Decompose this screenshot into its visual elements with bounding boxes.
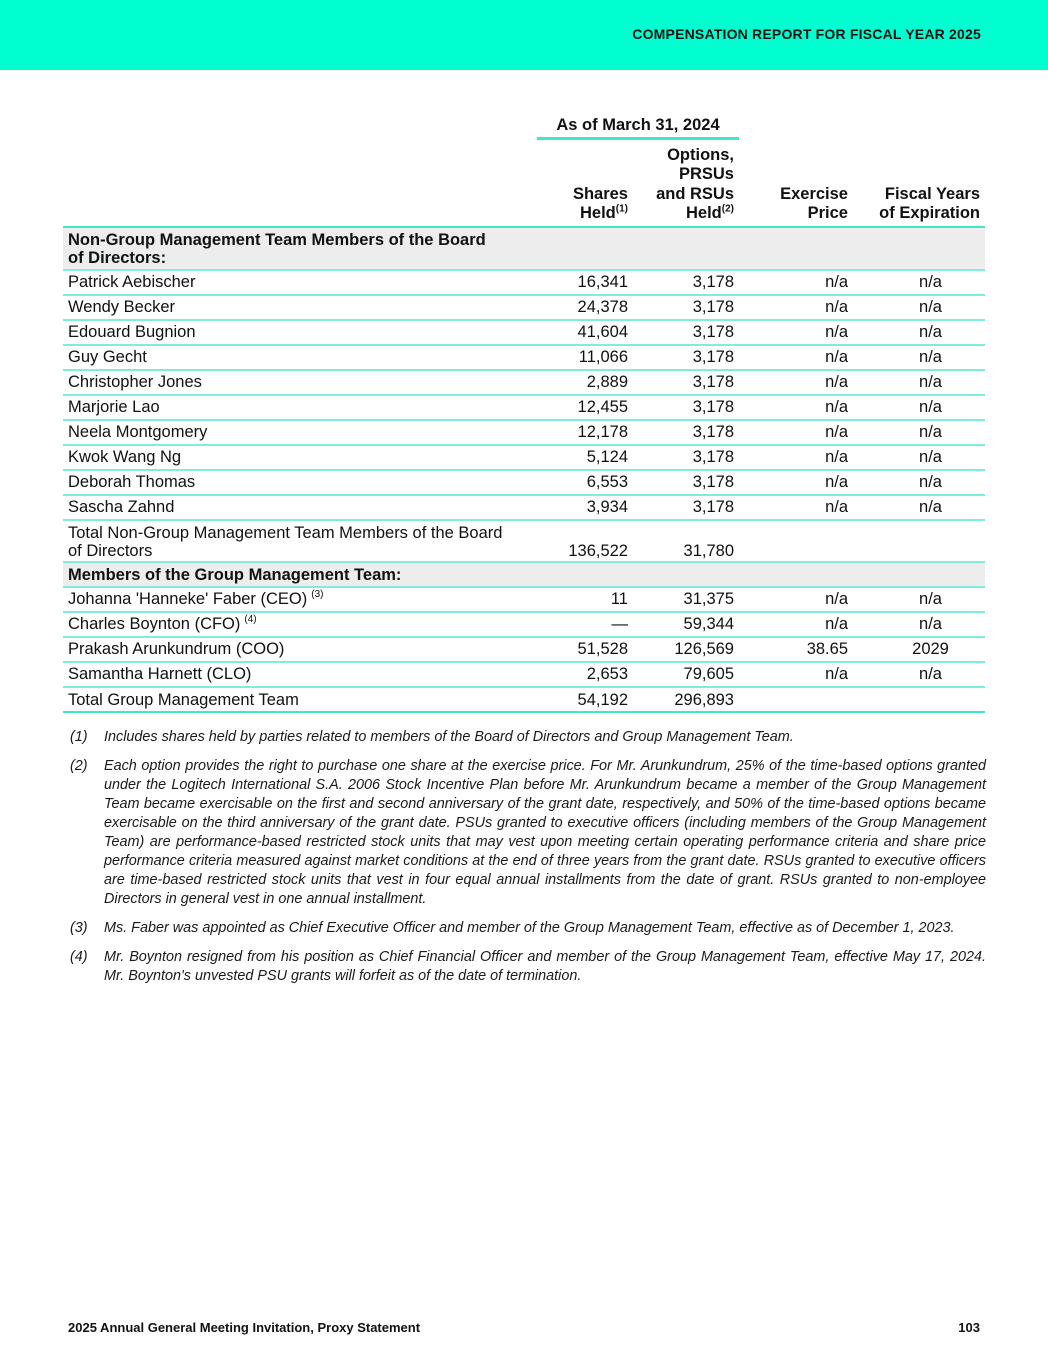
member-name: Samantha Harnett (CLO) bbox=[63, 662, 537, 687]
exercise-price: n/a bbox=[739, 295, 853, 320]
report-title: COMPENSATION REPORT FOR FISCAL YEAR 2025 bbox=[632, 26, 981, 42]
exercise-price: 38.65 bbox=[739, 637, 853, 662]
group-header-row bbox=[63, 112, 985, 138]
options-held: 3,178 bbox=[633, 420, 739, 445]
director-name: Kwok Wang Ng bbox=[63, 445, 537, 470]
table-row bbox=[63, 295, 985, 320]
page-number: 103 bbox=[958, 1320, 980, 1335]
director-name: Guy Gecht bbox=[63, 345, 537, 370]
table-row bbox=[63, 612, 985, 637]
shares-held: 16,341 bbox=[537, 270, 633, 295]
director-name: Deborah Thomas bbox=[63, 470, 537, 495]
exercise-price: n/a bbox=[739, 495, 853, 520]
director-name: Sascha Zahnd bbox=[63, 495, 537, 520]
footnote bbox=[70, 728, 986, 747]
director-name: Patrick Aebischer bbox=[63, 270, 537, 295]
options-held: 3,178 bbox=[633, 345, 739, 370]
table-row bbox=[63, 270, 985, 295]
shares-held: 51,528 bbox=[537, 637, 633, 662]
footnote-text: Includes shares held by parties related to members of the Board of Directors and Group Management Team. bbox=[104, 729, 794, 745]
fiscal-years-expiration-header: Fiscal Years of Expiration bbox=[853, 138, 985, 227]
exercise-price: n/a bbox=[739, 612, 853, 637]
expiration-year: n/a bbox=[853, 662, 985, 687]
expiration-year: n/a bbox=[853, 420, 985, 445]
shares-held: 12,178 bbox=[537, 420, 633, 445]
options-held: 3,178 bbox=[633, 295, 739, 320]
options-held-header: Options, PRSUs and RSUs Held$^{(2)}$ bbox=[633, 138, 739, 227]
footnote-ref: (3) bbox=[311, 589, 324, 600]
options-held: 3,178 bbox=[633, 445, 739, 470]
options-held: 3,178 bbox=[633, 370, 739, 395]
footnote-number: (3) bbox=[70, 920, 88, 936]
footnote bbox=[70, 919, 986, 938]
expiration-year: 2029 bbox=[853, 637, 985, 662]
shares-held: 2,653 bbox=[537, 662, 633, 687]
footnote-text: Ms. Faber was appointed as Chief Executive Officer and member of the Group Management Team, effective as of December 1, 2023. bbox=[104, 920, 955, 936]
footnote-ref: (2) bbox=[721, 203, 734, 215]
holdings-table bbox=[63, 112, 985, 713]
expiration-year: n/a bbox=[853, 445, 985, 470]
shares-held: — bbox=[537, 612, 633, 637]
shares-held: 11,066 bbox=[537, 345, 633, 370]
shares-held: 5,124 bbox=[537, 445, 633, 470]
director-name: Christopher Jones bbox=[63, 370, 537, 395]
options-held: 3,178 bbox=[633, 320, 739, 345]
total-shares-held: 54,192 bbox=[537, 687, 633, 712]
expiration-year: n/a bbox=[853, 345, 985, 370]
shares-held: 41,604 bbox=[537, 320, 633, 345]
table-row bbox=[63, 662, 985, 687]
director-name: Wendy Becker bbox=[63, 295, 537, 320]
footnote-number: (1) bbox=[70, 729, 88, 745]
table-row bbox=[63, 470, 985, 495]
exercise-price: n/a bbox=[739, 370, 853, 395]
exercise-price: n/a bbox=[739, 587, 853, 612]
options-held: 126,569 bbox=[633, 637, 739, 662]
exercise-price: n/a bbox=[739, 420, 853, 445]
table-row bbox=[63, 345, 985, 370]
member-name: Prakash Arunkundrum (COO) bbox=[63, 637, 537, 662]
footnote-number: (2) bbox=[70, 758, 88, 774]
expiration-year: n/a bbox=[853, 320, 985, 345]
exercise-price: n/a bbox=[739, 662, 853, 687]
expiration-year: n/a bbox=[853, 612, 985, 637]
exercise-price: n/a bbox=[739, 320, 853, 345]
director-name: Edouard Bugnion bbox=[63, 320, 537, 345]
total-label: Total Non-Group Management Team Members of the Board of Directors bbox=[63, 520, 537, 562]
expiration-year: n/a bbox=[853, 270, 985, 295]
shares-held: 11 bbox=[537, 587, 633, 612]
footnote-text: Mr. Boynton resigned from his position as Chief Financial Officer and member of the Group Management Team, effective May 17, 2024. Mr. Boynton's unvested PSU grants will forfeit as of the date of termination. bbox=[104, 949, 986, 984]
expiration-year: n/a bbox=[853, 470, 985, 495]
director-name: Marjorie Lao bbox=[63, 395, 537, 420]
as-of-date-header: As of March 31, 2024 bbox=[537, 112, 739, 138]
footnote bbox=[70, 757, 986, 909]
director-name: Neela Montgomery bbox=[63, 420, 537, 445]
options-held: 3,178 bbox=[633, 470, 739, 495]
exercise-price: n/a bbox=[739, 395, 853, 420]
footnote bbox=[70, 948, 986, 986]
expiration-year: n/a bbox=[853, 587, 985, 612]
table-row bbox=[63, 420, 985, 445]
expiration-year: n/a bbox=[853, 395, 985, 420]
exercise-price: n/a bbox=[739, 470, 853, 495]
member-name: Johanna 'Hanneke' Faber (CEO) $^{(3)}$ bbox=[63, 587, 537, 612]
expiration-year: n/a bbox=[853, 370, 985, 395]
expiration-year: n/a bbox=[853, 295, 985, 320]
total-options-held: 31,780 bbox=[633, 520, 739, 562]
exercise-price-header: Exercise Price bbox=[739, 138, 853, 227]
holdings-table-container bbox=[63, 112, 985, 713]
options-held: 79,605 bbox=[633, 662, 739, 687]
header-band bbox=[0, 0, 1048, 70]
member-name: Charles Boynton (CFO) $^{(4)}$ bbox=[63, 612, 537, 637]
shares-held: 12,455 bbox=[537, 395, 633, 420]
total-options-held: 296,893 bbox=[633, 687, 739, 712]
total-shares-held: 136,522 bbox=[537, 520, 633, 562]
exercise-price: n/a bbox=[739, 270, 853, 295]
footnote-ref: (4) bbox=[244, 614, 257, 625]
footnote-text: Each option provides the right to purchase one share at the exercise price. For Mr. Arunkundrum, 25% of the time-based options granted under the Logitech International S.A. 2006 Stock Incentive Plan before Mr. Arunkundrum became a member of the Group Management Team became exercisable on the first and second anniversary of the grant date, respectively, and 50% of the time-based options became exercisable on the third anniversary of the grant date. PSUs granted to executive officers (including members of the Group Management Team) are performance-based restricted stock units that may vest upon meeting certain operating performance criteria and share price performance criteria measured against market conditions at the end of three years from the grant date. RSUs granted to executive officers are time-based restricted stock units that vest in four equal annual installments from the date of grant. RSUs granted to non-employee Directors in general vest in one annual installment. bbox=[104, 758, 986, 907]
options-held: 3,178 bbox=[633, 395, 739, 420]
total-row-board bbox=[63, 520, 985, 562]
options-held: 3,178 bbox=[633, 270, 739, 295]
shares-held: 3,934 bbox=[537, 495, 633, 520]
total-label: Total Group Management Team bbox=[63, 687, 537, 712]
exercise-price: n/a bbox=[739, 445, 853, 470]
shares-held: 6,553 bbox=[537, 470, 633, 495]
name-column-header bbox=[63, 138, 537, 227]
total-row-management bbox=[63, 687, 985, 712]
section-header-management: Members of the Group Management Team: bbox=[63, 562, 985, 587]
column-header-row bbox=[63, 138, 985, 227]
table-row bbox=[63, 370, 985, 395]
shares-held: 2,889 bbox=[537, 370, 633, 395]
table-row bbox=[63, 445, 985, 470]
section-header-board: Non-Group Management Team Members of the Board of Directors: bbox=[63, 227, 985, 270]
table-row bbox=[63, 637, 985, 662]
footnotes bbox=[70, 728, 986, 996]
table-row bbox=[63, 495, 985, 520]
expiration-year: n/a bbox=[853, 495, 985, 520]
options-held: 31,375 bbox=[633, 587, 739, 612]
table-row bbox=[63, 320, 985, 345]
footer-document-title: 2025 Annual General Meeting Invitation, Proxy Statement bbox=[68, 1320, 421, 1335]
table-row bbox=[63, 395, 985, 420]
exercise-price: n/a bbox=[739, 345, 853, 370]
shares-held: 24,378 bbox=[537, 295, 633, 320]
shares-held-header: Shares Held$^{(1)}$ bbox=[537, 138, 633, 227]
footnote-ref: (1) bbox=[615, 203, 628, 215]
options-held: 59,344 bbox=[633, 612, 739, 637]
table-row bbox=[63, 587, 985, 612]
options-held: 3,178 bbox=[633, 495, 739, 520]
footnote-number: (4) bbox=[70, 949, 88, 965]
